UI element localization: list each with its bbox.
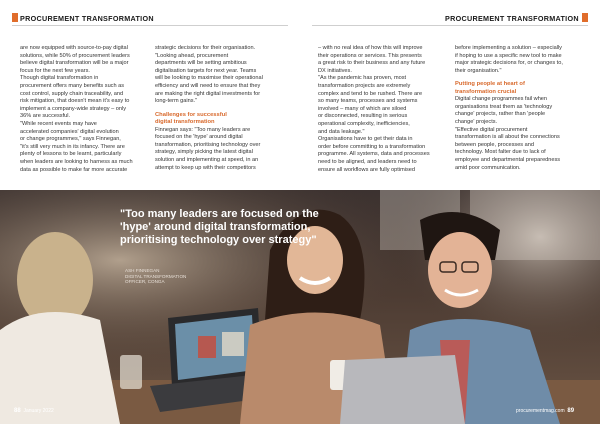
col2-subheading: Challenges for successful digital transformation xyxy=(155,111,227,126)
footer-left-page-number: 88 xyxy=(14,408,21,414)
col1-paragraph-2: Though digital transformation in procurement offers many benefits such as cost control, supply chain traceability, and risk mitigation, that doesn't mean it's easy to implement a company-wide strategy – only 36% are successful. xyxy=(20,75,130,120)
col3-paragraph-3: Organisations have to get their data in order before committing to a transformation programme. All systems, data and processes need to be aligned, and leaders need to ensure all workflows are fully optimised xyxy=(318,136,430,173)
footer-right-page-number: 89 xyxy=(567,408,575,414)
pull-quote: "Too many leaders are focused on the 'hype' around digital transformation, prioritising technology over strategy" xyxy=(120,208,319,246)
col1-paragraph-1: are now equipped with source-to-pay digital solutions, while 50% of procurement leaders believe digital transformation will be a major focus for the next few years. xyxy=(20,45,130,74)
column-3 xyxy=(318,45,448,174)
footer-left-date: January 2022 xyxy=(23,408,54,414)
col2-paragraph-2: "Looking ahead, procurement departments will be setting ambitious digitalisation targets for next year. Teams will be looking to maximise their operational efficiency and will need to ensure that they are making the right digital investments for long-term gains." xyxy=(155,52,263,105)
header-left-title: PROCUREMENT TRANSFORMATION xyxy=(20,14,154,23)
col1-paragraph-3: "While recent events may have accelerated companies' digital evolution or change programmes," says Finnegan, "it's still very much in its infancy. There are plenty of lessons to be learnt, particularly when leaders are looking to harness as much data as possible to make far more accurate xyxy=(20,120,133,173)
col4-paragraph-3: "Effective digital procurement transformation is all about the connections between people, processes and technology. Most falter due to lack of employee and departmental preparedness amid poor communication. xyxy=(455,126,561,171)
column-2 xyxy=(155,45,285,172)
footer-right-site: procurementmag.com xyxy=(516,408,565,414)
col2-paragraph-1: strategic decisions for their organisation. xyxy=(155,45,256,51)
header-rule-left xyxy=(12,25,288,26)
col4-paragraph-1: before implementing a solution – especially if hoping to use a specific new tool to make major strategic decisions for, or changes to, their organisation." xyxy=(455,45,563,74)
column-1 xyxy=(20,45,150,174)
col3-paragraph-1: – with no real idea of how this will improve their operations or services. This presents a great risk to their business and any future DX initiatives. xyxy=(318,45,426,74)
column-4 xyxy=(455,45,585,172)
header-rule-right xyxy=(312,25,588,26)
col2-paragraph-3: Finnegan says: "Too many leaders are focused on the 'hype' around digital transformation, prioritising technology over strategy, simply picking the latest digital solution and implementing at speed, in an attempt to keep up with their competitors xyxy=(155,126,261,171)
pull-quote-attribution: ASH FINNEGAN DIGITAL TRANSFORMATION OFFICER, CONGA xyxy=(125,268,187,285)
footer-right xyxy=(516,408,574,414)
footer-left xyxy=(14,408,54,414)
col4-paragraph-2: Digital change programmes fail when organisations treat them as 'technology change' projects, rather than 'people change' projects. xyxy=(455,96,553,125)
header-accent-bar-right xyxy=(582,13,588,22)
header-accent-bar xyxy=(12,13,18,22)
col3-paragraph-2: "As the pandemic has proven, most transformation projects are extremely complex and tend to be rushed. There are so many teams, processes and systems involved – many of which are siloed or disconnected, resulting in serious operational complexity, inefficiencies, and data leakage." xyxy=(318,75,423,135)
header-right-title: PROCUREMENT TRANSFORMATION xyxy=(445,14,579,23)
col4-subheading: Putting people at heart of transformation crucial xyxy=(455,81,525,95)
